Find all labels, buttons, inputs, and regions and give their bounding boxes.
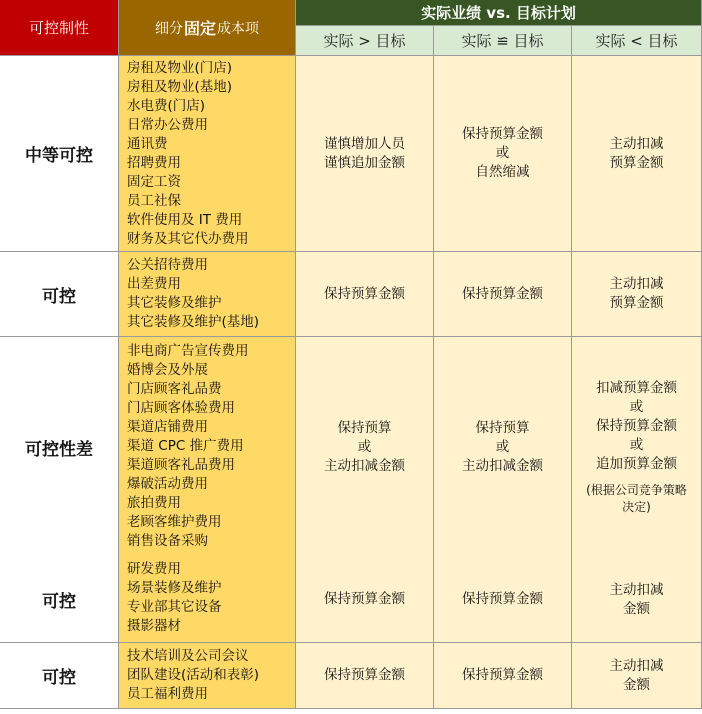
action-actual-equal (434, 252, 572, 337)
header-performance-vs-plan (296, 0, 702, 26)
action-line: 保持预算金额 (324, 667, 405, 683)
row-level-label: 可控 (42, 668, 76, 688)
action-line: 保持预算金额 (462, 126, 543, 142)
cost-item: 员工社保 (127, 193, 181, 209)
action-actual-less (572, 643, 702, 709)
cost-item-list (127, 647, 259, 704)
action-actual-greater (296, 56, 434, 252)
action-line: 主动扣减 (609, 581, 664, 598)
cost-item-list (127, 560, 222, 636)
cost-item: 其它装修及维护 (127, 295, 222, 311)
cost-item: 研发费用 (127, 561, 181, 577)
action-line: 保持预算金额 (462, 285, 543, 302)
action-line: 自然缩减 (475, 164, 530, 180)
cost-item: 其它装修及维护(基地) (127, 314, 260, 330)
action-line: 主动扣减金额 (324, 457, 405, 474)
action-actual-less (572, 56, 702, 252)
cost-item: 摄影器材 (127, 618, 181, 634)
cost-item-list (127, 342, 249, 551)
cost-item: 通讯费 (127, 136, 168, 152)
cost-item: 技术培训及公司会议 (127, 648, 249, 664)
row-level-label: 可控 (42, 286, 76, 307)
cost-item: 婚博会及外展 (127, 362, 208, 378)
action-line: 主动扣减金额 (462, 457, 543, 474)
action-line: 保持预算金额 (324, 591, 405, 607)
action-line: 预算金额 (609, 295, 664, 311)
cost-item: 爆破活动费用 (127, 476, 208, 492)
col-gt-label: 实际 > 目标 (323, 32, 406, 50)
action-actual-less (572, 557, 702, 643)
cost-item: 固定工资 (127, 174, 181, 190)
cost-item: 水电费(门店) (127, 98, 206, 114)
action-actual-less (572, 252, 702, 337)
header-col-actual-less (572, 26, 702, 56)
row-level-label: 可控性差 (25, 439, 93, 460)
cost-item: 场景装修及维护 (127, 580, 222, 596)
cost-item-list (127, 256, 259, 332)
strategy-note (586, 482, 687, 516)
header-controllability (0, 0, 119, 56)
row-items (119, 643, 296, 709)
action-line: 或 (495, 438, 510, 455)
header-item-prefix: 细分 (154, 20, 183, 37)
row-level (0, 337, 119, 557)
cost-item: 招聘费用 (127, 155, 181, 171)
action-actual-greater (296, 252, 434, 337)
cost-item: 团队建设(活动和表彰) (127, 667, 260, 683)
action-actual-greater (296, 643, 434, 709)
col-eq-label: 实际 ≌ 目标 (461, 32, 544, 50)
cost-item: 房租及物业(基地) (127, 79, 233, 95)
row-items (119, 337, 296, 557)
cost-item: 软件使用及 IT 费用 (127, 212, 243, 228)
cost-item: 房租及物业(门店) (127, 60, 233, 76)
action-line: 保持预算金额 (324, 285, 405, 302)
row-items (119, 252, 296, 337)
action-actual-equal (434, 56, 572, 252)
row-level-label: 中等可控 (25, 146, 93, 166)
cost-item: 门店顾客体验费用 (127, 400, 235, 416)
row-level (0, 557, 119, 643)
cost-item: 员工福利费用 (127, 686, 208, 702)
header-top-title: 实际业绩 vs. 目标计划 (421, 4, 576, 22)
cost-item: 渠道店铺费用 (127, 419, 208, 435)
cost-item-list (127, 59, 249, 249)
cost-item: 渠道顾客礼品费用 (127, 457, 235, 473)
row-level-label: 可控 (42, 592, 76, 612)
action-line: 或 (629, 398, 644, 415)
cost-item: 门店顾客礼品费 (127, 381, 222, 397)
action-actual-greater (296, 557, 434, 643)
action-line: 主动扣减 (609, 135, 664, 152)
action-line: 保持预算 (337, 419, 392, 436)
action-line: 主动扣减 (609, 657, 664, 674)
cost-item: 旅拍费用 (127, 495, 181, 511)
action-line: 谨慎增加人员 (324, 135, 405, 152)
note-line: (根据公司竞争策略 (586, 482, 687, 497)
action-line: 或 (495, 145, 510, 161)
cost-item: 出差费用 (127, 276, 181, 292)
action-line: 追加预算金额 (596, 455, 677, 472)
header-cost-item (119, 0, 296, 56)
cost-item: 非电商广告宣传费用 (127, 343, 249, 359)
action-line: 金额 (623, 676, 650, 693)
action-line: 或 (357, 438, 372, 455)
action-line: 保持预算金额 (462, 667, 543, 683)
action-line: 金额 (623, 600, 650, 617)
cost-item: 财务及其它代办费用 (127, 231, 249, 247)
row-items (119, 56, 296, 252)
action-line: 主动扣减 (609, 276, 664, 292)
cost-item: 渠道 CPC 推广费用 (127, 438, 244, 454)
action-line: 或 (629, 436, 644, 453)
cost-item: 老顾客维护费用 (127, 514, 222, 530)
action-actual-less (572, 337, 702, 557)
header-controllability-label: 可控制性 (28, 19, 89, 37)
col-lt-label: 实际 < 目标 (595, 32, 678, 50)
header-item-suffix: 成本项 (217, 20, 259, 37)
cost-item: 公关招待费用 (127, 257, 208, 273)
header-item-bold: 固定 (183, 19, 216, 38)
header-col-actual-greater (296, 26, 434, 56)
action-line: 扣减预算金额 (596, 379, 677, 396)
row-level (0, 643, 119, 709)
action-actual-equal (434, 643, 572, 709)
action-line: 谨慎追加金额 (324, 154, 405, 171)
row-items (119, 557, 296, 643)
row-level (0, 252, 119, 337)
row-level (0, 56, 119, 252)
cost-item: 专业部其它设备 (127, 599, 222, 615)
action-actual-equal (434, 557, 572, 643)
note-line: 决定) (622, 499, 651, 514)
action-actual-equal (434, 337, 572, 557)
action-line: 预算金额 (609, 154, 664, 171)
cost-item: 日常办公费用 (127, 117, 208, 133)
action-actual-greater (296, 337, 434, 557)
cost-item: 销售设备采购 (127, 533, 208, 549)
action-line: 保持预算金额 (462, 591, 543, 607)
header-col-actual-equal (434, 26, 572, 56)
action-line: 保持预算金额 (596, 417, 677, 434)
action-line: 保持预算 (475, 419, 530, 436)
